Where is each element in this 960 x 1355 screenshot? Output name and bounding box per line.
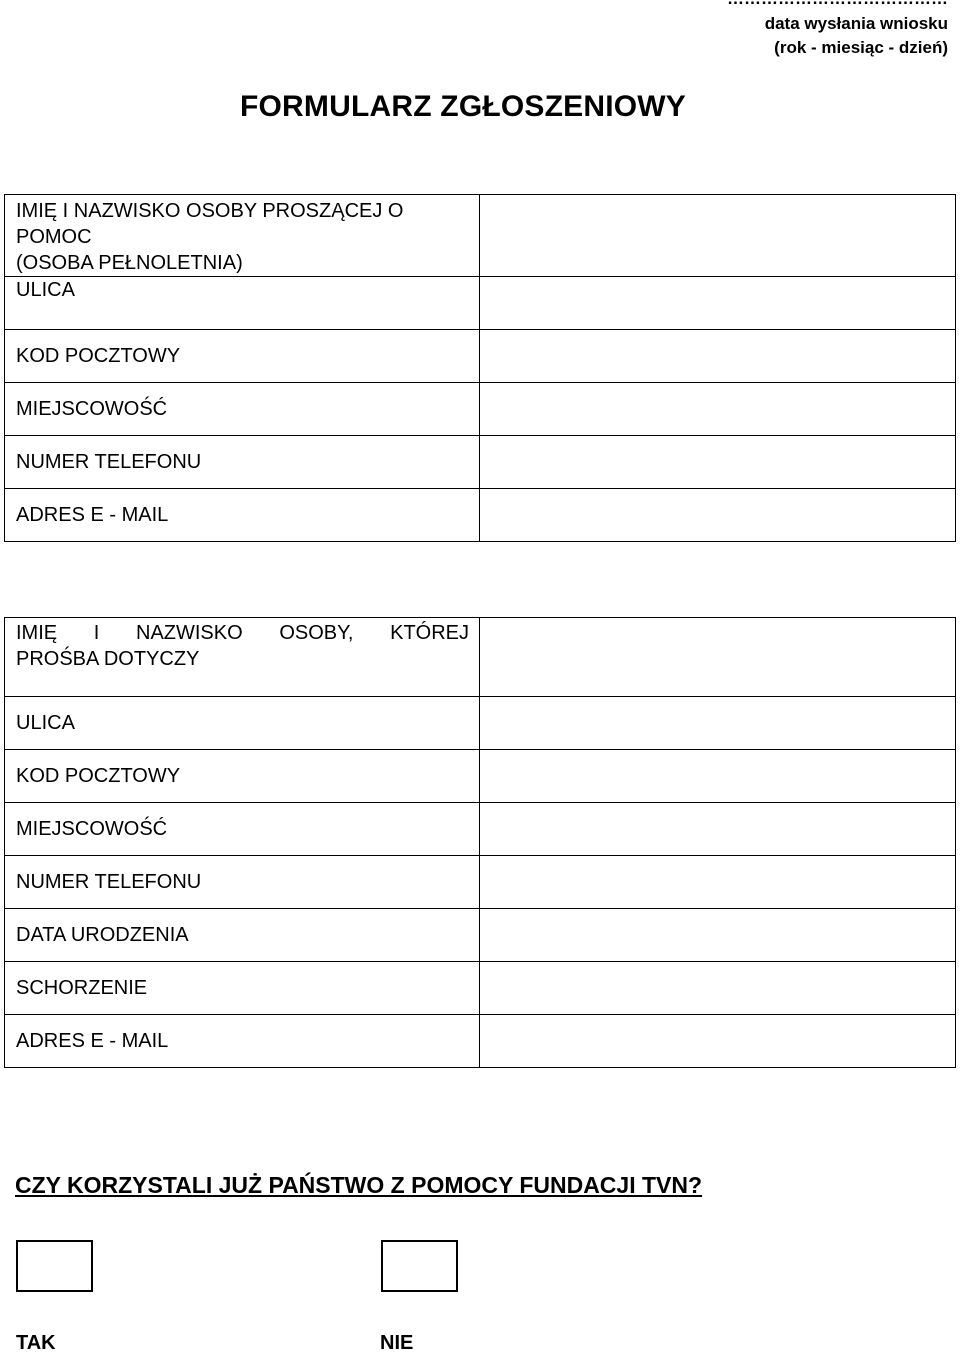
yes-checkbox[interactable] — [16, 1240, 93, 1292]
no-label: NIE — [380, 1332, 414, 1354]
beneficiary-illness-field[interactable] — [480, 962, 956, 1015]
beneficiary-street-field[interactable] — [480, 697, 956, 750]
label-line: (OSOBA PEŁNOLETNIA) — [16, 252, 243, 274]
table-row — [5, 277, 956, 330]
label-line: POMOC — [16, 226, 92, 248]
applicant-postal-code-label: KOD POCZTOWY — [5, 330, 480, 383]
beneficiary-name-label — [5, 618, 480, 697]
applicant-city-field[interactable] — [480, 383, 956, 436]
beneficiary-postal-code-label: KOD POCZTOWY — [5, 750, 480, 803]
applicant-name-field[interactable] — [480, 195, 956, 277]
beneficiary-city-label: MIEJSCOWOŚĆ — [5, 803, 480, 856]
beneficiary-birth-date-field[interactable] — [480, 909, 956, 962]
date-label: data wysłania wniosku — [764, 14, 948, 33]
table-row — [5, 697, 956, 750]
label-line: IMIĘ I NAZWISKO OSOBY, KTÓREJ — [16, 622, 469, 644]
table-row — [5, 909, 956, 962]
beneficiary-email-field[interactable] — [480, 1015, 956, 1068]
beneficiary-illness-label: SCHORZENIE — [5, 962, 480, 1015]
table-row — [5, 962, 956, 1015]
table-row — [5, 383, 956, 436]
beneficiary-email-label: ADRES E - MAIL — [5, 1015, 480, 1068]
no-checkbox[interactable] — [381, 1240, 458, 1292]
yes-label: TAK — [16, 1332, 56, 1354]
beneficiary-street-label: ULICA — [5, 697, 480, 750]
form-title: FORMULARZ ZGŁOSZENIOWY — [240, 90, 687, 123]
table-row — [5, 856, 956, 909]
table-row — [5, 803, 956, 856]
table-row — [5, 195, 956, 277]
beneficiary-phone-label: NUMER TELEFONU — [5, 856, 480, 909]
submission-date-block — [727, 0, 948, 60]
applicant-street-field[interactable] — [480, 277, 956, 330]
table-row — [5, 330, 956, 383]
applicant-table — [4, 194, 956, 542]
applicant-postal-code-field[interactable] — [480, 330, 956, 383]
applicant-phone-label: NUMER TELEFONU — [5, 436, 480, 489]
date-format-hint: (rok - miesiąc - dzień) — [774, 38, 948, 57]
table-row — [5, 1015, 956, 1068]
table-row — [5, 489, 956, 542]
label-line: PROŚBA DOTYCZY — [16, 648, 200, 670]
applicant-email-label: ADRES E - MAIL — [5, 489, 480, 542]
table-row — [5, 436, 956, 489]
prior-help-question: CZY KORZYSTALI JUŻ PAŃSTWO Z POMOCY FUNDACJI TVN? — [15, 1172, 703, 1198]
table-row — [5, 618, 956, 697]
beneficiary-phone-field[interactable] — [480, 856, 956, 909]
beneficiary-birth-date-label: DATA URODZENIA — [5, 909, 480, 962]
applicant-phone-field[interactable] — [480, 436, 956, 489]
applicant-name-label — [5, 195, 480, 277]
label-line: IMIĘ I NAZWISKO OSOBY PROSZĄCEJ O — [16, 200, 404, 222]
applicant-email-field[interactable] — [480, 489, 956, 542]
beneficiary-city-field[interactable] — [480, 803, 956, 856]
applicant-street-label: ULICA — [5, 277, 480, 330]
table-row — [5, 750, 956, 803]
applicant-city-label: MIEJSCOWOŚĆ — [5, 383, 480, 436]
beneficiary-table — [4, 617, 956, 1068]
beneficiary-name-field[interactable] — [480, 618, 956, 697]
beneficiary-postal-code-field[interactable] — [480, 750, 956, 803]
